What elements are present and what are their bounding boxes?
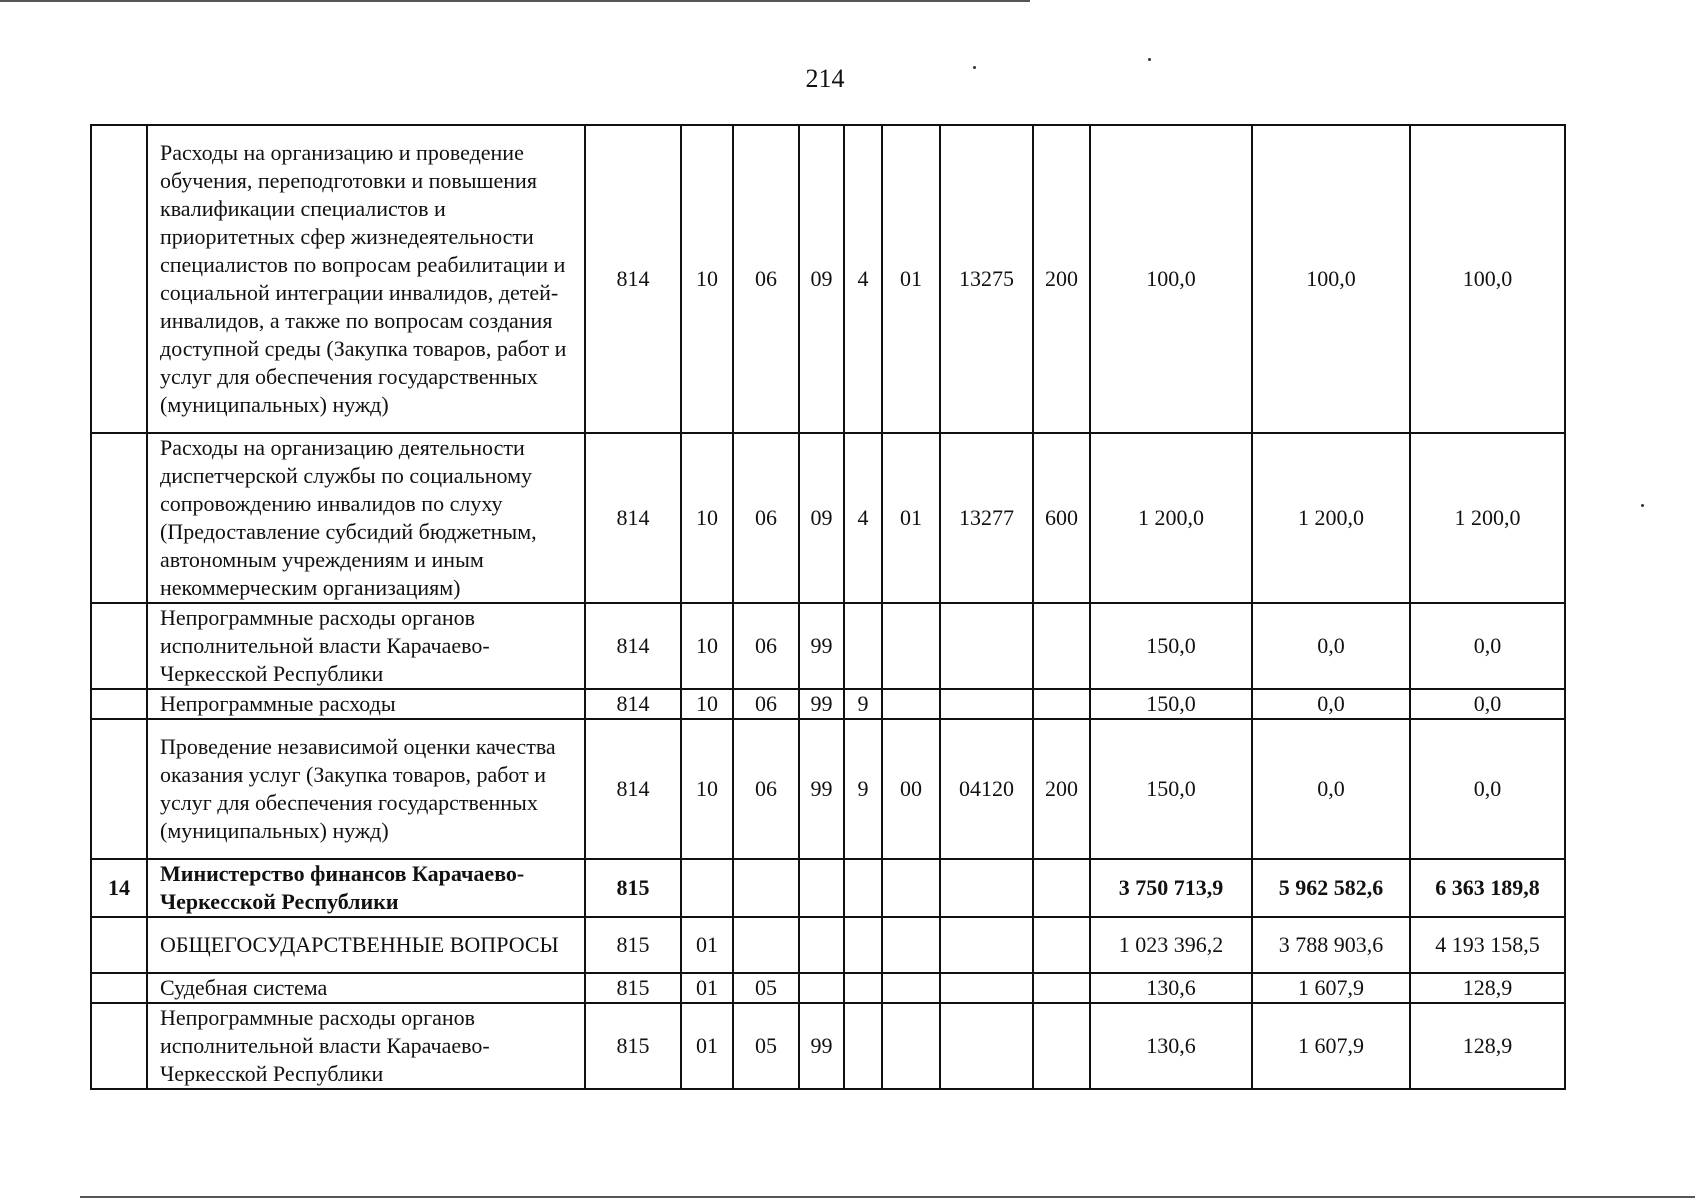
cell-amount-year1: 150,0 — [1090, 689, 1252, 719]
cell-vr: 600 — [1033, 433, 1090, 603]
cell-rz: 01 — [681, 973, 733, 1003]
cell-vr — [1033, 603, 1090, 689]
cell-amount-year3: 1 200,0 — [1410, 433, 1565, 603]
cell-amount-year2: 1 200,0 — [1252, 433, 1410, 603]
cell-amount-year2: 1 607,9 — [1252, 973, 1410, 1003]
cell-csr-event — [882, 859, 940, 917]
cell-ved: 814 — [585, 125, 681, 433]
cell-vr — [1033, 1003, 1090, 1089]
cell-csr-event — [882, 973, 940, 1003]
cell-amount-year2: 3 788 903,6 — [1252, 917, 1410, 973]
cell-rz: 10 — [681, 433, 733, 603]
cell-amount-year2: 0,0 — [1252, 689, 1410, 719]
scan-edge-bottom — [80, 1196, 1695, 1198]
cell-csr-program: 09 — [799, 125, 844, 433]
cell-amount-year3: 0,0 — [1410, 719, 1565, 859]
cell-csr-program — [799, 973, 844, 1003]
cell-pr: 06 — [733, 603, 799, 689]
cell-number — [91, 973, 147, 1003]
cell-csr-program: 09 — [799, 433, 844, 603]
cell-amount-year1: 1 023 396,2 — [1090, 917, 1252, 973]
cell-number — [91, 1003, 147, 1089]
cell-pr — [733, 917, 799, 973]
cell-amount-year1: 3 750 713,9 — [1090, 859, 1252, 917]
cell-ved: 815 — [585, 859, 681, 917]
cell-pr — [733, 859, 799, 917]
cell-description: Расходы на организацию деятельности диспетчерской службы по социальному сопровождению инвалидов по слуху (Предоставление субсидий бюджетным, автономным учреждениям и иным некоммерческим организациям) — [147, 433, 585, 603]
cell-pr: 06 — [733, 125, 799, 433]
cell-csr-program — [799, 859, 844, 917]
cell-csr-subprogram — [844, 973, 882, 1003]
cell-ved: 814 — [585, 433, 681, 603]
cell-amount-year3: 128,9 — [1410, 973, 1565, 1003]
cell-csr-subprogram: 4 — [844, 433, 882, 603]
cell-csr-event: 00 — [882, 719, 940, 859]
cell-rz: 10 — [681, 689, 733, 719]
cell-pr: 06 — [733, 689, 799, 719]
cell-ved: 814 — [585, 689, 681, 719]
cell-vr — [1033, 917, 1090, 973]
cell-csr-direction: 13275 — [940, 125, 1033, 433]
cell-csr-direction — [940, 973, 1033, 1003]
cell-description: Судебная система — [147, 973, 585, 1003]
cell-amount-year2: 100,0 — [1252, 125, 1410, 433]
cell-rz — [681, 859, 733, 917]
cell-csr-direction — [940, 689, 1033, 719]
cell-rz: 01 — [681, 917, 733, 973]
cell-csr-event — [882, 603, 940, 689]
cell-description: ОБЩЕГОСУДАРСТВЕННЫЕ ВОПРОСЫ — [147, 917, 585, 973]
cell-rz: 01 — [681, 1003, 733, 1089]
cell-vr: 200 — [1033, 719, 1090, 859]
cell-amount-year1: 130,6 — [1090, 1003, 1252, 1089]
cell-amount-year2: 5 962 582,6 — [1252, 859, 1410, 917]
cell-amount-year1: 100,0 — [1090, 125, 1252, 433]
cell-csr-event — [882, 1003, 940, 1089]
cell-description: Непрограммные расходы органов исполнительной власти Карачаево-Черкесской Республики — [147, 603, 585, 689]
page-number: 214 — [805, 64, 845, 93]
cell-description: Расходы на организацию и проведение обучения, переподготовки и повышения квалификации специалистов и приоритетных сфер жизнедеятельности специалистов по вопросам реабилитации и социальной интеграции инвалидов, детей-инвалидов, а также по вопросам создания доступной среды (Закупка товаров, работ и услуг для обеспечения государственных (муниципальных) нужд) — [147, 125, 585, 433]
cell-rz: 10 — [681, 125, 733, 433]
cell-ved: 815 — [585, 917, 681, 973]
cell-number — [91, 719, 147, 859]
budget-table — [90, 124, 1566, 1090]
cell-csr-event — [882, 689, 940, 719]
cell-csr-program — [799, 917, 844, 973]
cell-pr: 06 — [733, 719, 799, 859]
scan-speck — [1641, 504, 1644, 507]
cell-number — [91, 433, 147, 603]
cell-csr-program: 99 — [799, 1003, 844, 1089]
cell-vr: 200 — [1033, 125, 1090, 433]
cell-ved: 814 — [585, 719, 681, 859]
cell-csr-subprogram — [844, 603, 882, 689]
table-row — [91, 859, 1565, 917]
table-row — [91, 719, 1565, 859]
cell-amount-year3: 128,9 — [1410, 1003, 1565, 1089]
cell-csr-subprogram: 9 — [844, 689, 882, 719]
cell-vr — [1033, 859, 1090, 917]
scan-edge-top — [0, 0, 1030, 2]
cell-csr-direction: 13277 — [940, 433, 1033, 603]
cell-amount-year1: 130,6 — [1090, 973, 1252, 1003]
scan-speck — [1148, 58, 1151, 61]
cell-pr: 05 — [733, 973, 799, 1003]
cell-amount-year3: 4 193 158,5 — [1410, 917, 1565, 973]
cell-number — [91, 603, 147, 689]
cell-csr-event: 01 — [882, 433, 940, 603]
cell-pr: 05 — [733, 1003, 799, 1089]
cell-amount-year1: 150,0 — [1090, 719, 1252, 859]
cell-csr-direction: 04120 — [940, 719, 1033, 859]
cell-csr-event: 01 — [882, 125, 940, 433]
cell-number — [91, 125, 147, 433]
cell-amount-year2: 0,0 — [1252, 719, 1410, 859]
cell-amount-year2: 1 607,9 — [1252, 1003, 1410, 1089]
cell-csr-subprogram — [844, 1003, 882, 1089]
cell-csr-program: 99 — [799, 719, 844, 859]
cell-pr: 06 — [733, 433, 799, 603]
table-row — [91, 917, 1565, 973]
cell-csr-subprogram — [844, 917, 882, 973]
cell-description: Непрограммные расходы органов исполнительной власти Карачаево-Черкесской Республики — [147, 1003, 585, 1089]
cell-amount-year1: 150,0 — [1090, 603, 1252, 689]
cell-csr-direction — [940, 859, 1033, 917]
cell-vr — [1033, 973, 1090, 1003]
table-row — [91, 125, 1565, 433]
table-row — [91, 1003, 1565, 1089]
cell-amount-year3: 0,0 — [1410, 603, 1565, 689]
cell-number — [91, 689, 147, 719]
cell-csr-direction — [940, 603, 1033, 689]
cell-number: 14 — [91, 859, 147, 917]
cell-csr-direction — [940, 917, 1033, 973]
cell-description: Проведение независимой оценки качества оказания услуг (Закупка товаров, работ и услуг для обеспечения государственных (муниципальных) нужд) — [147, 719, 585, 859]
cell-rz: 10 — [681, 603, 733, 689]
cell-description: Непрограммные расходы — [147, 689, 585, 719]
table-row — [91, 973, 1565, 1003]
cell-csr-program: 99 — [799, 603, 844, 689]
cell-csr-subprogram — [844, 859, 882, 917]
cell-amount-year3: 100,0 — [1410, 125, 1565, 433]
cell-csr-program: 99 — [799, 689, 844, 719]
cell-ved: 814 — [585, 603, 681, 689]
cell-ved: 815 — [585, 973, 681, 1003]
cell-csr-direction — [940, 1003, 1033, 1089]
cell-csr-subprogram: 4 — [844, 125, 882, 433]
table-body — [91, 125, 1565, 1089]
cell-amount-year1: 1 200,0 — [1090, 433, 1252, 603]
table-row — [91, 433, 1565, 603]
cell-description: Министерство финансов Карачаево-Черкесской Республики — [147, 859, 585, 917]
cell-amount-year2: 0,0 — [1252, 603, 1410, 689]
cell-rz: 10 — [681, 719, 733, 859]
cell-amount-year3: 0,0 — [1410, 689, 1565, 719]
cell-amount-year3: 6 363 189,8 — [1410, 859, 1565, 917]
cell-number — [91, 917, 147, 973]
table-row — [91, 689, 1565, 719]
table-row — [91, 603, 1565, 689]
cell-csr-event — [882, 917, 940, 973]
cell-csr-subprogram: 9 — [844, 719, 882, 859]
cell-vr — [1033, 689, 1090, 719]
cell-ved: 815 — [585, 1003, 681, 1089]
